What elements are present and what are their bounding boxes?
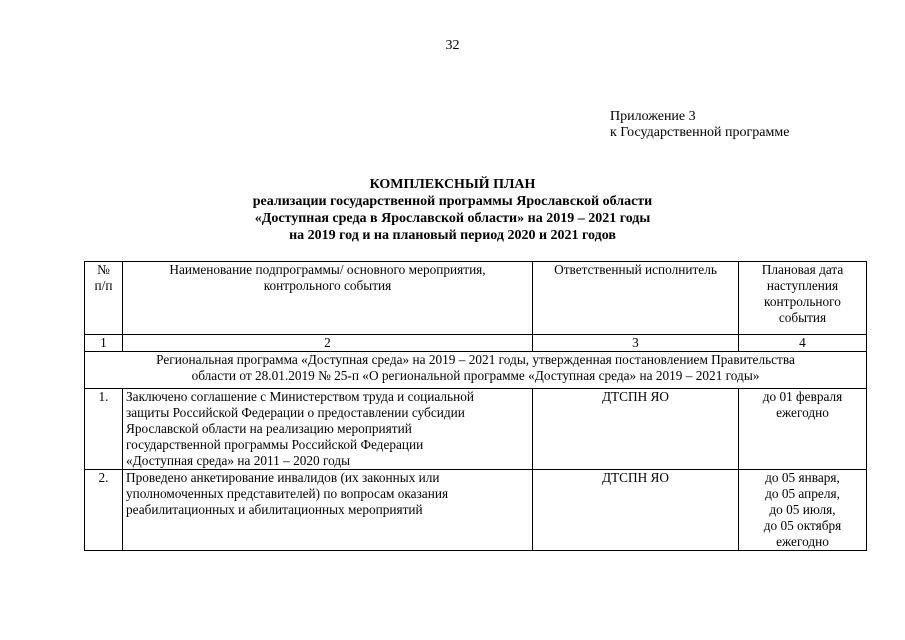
row-executor: ДТСПН ЯО	[533, 470, 739, 551]
plan-table	[84, 261, 867, 551]
row-date-line: до 05 октября	[763, 518, 842, 533]
row-number: 2.	[85, 470, 123, 551]
section-line-2: области от 28.01.2019 № 25-п «О региональной программе «Доступная среда» на 2019 – 2021 годы»	[191, 368, 760, 383]
section-line-1: Региональная программа «Доступная среда» на 2019 – 2021 годы, утвержденная постановлением Правительства	[156, 352, 795, 367]
column-number: 1	[85, 335, 123, 352]
section-heading	[85, 352, 867, 389]
row-date	[739, 470, 867, 551]
appendix-line-2: к Государственной программе	[610, 125, 790, 140]
row-name-line: Проведено анкетирование инвалидов (их законных или	[126, 470, 440, 485]
column-number: 4	[739, 335, 867, 352]
title-line-4: на 2019 год и на плановый период 2020 и 2021 годов	[289, 228, 616, 243]
row-executor: ДТСПН ЯО	[533, 389, 739, 470]
section-row	[85, 352, 867, 389]
header-date-line: наступления	[766, 278, 839, 293]
header-name	[123, 262, 533, 335]
row-name-line: уполномоченных представителей) по вопросам оказания	[126, 486, 449, 501]
title-line-1: КОМПЛЕКСНЫЙ ПЛАН	[369, 177, 536, 192]
row-date-line: до 05 января,	[765, 470, 840, 485]
table-row	[85, 470, 867, 551]
document-title	[0, 176, 905, 244]
row-date	[739, 389, 867, 470]
row-name-line: защиты Российской Федерации о предоставлении субсидии	[126, 405, 465, 420]
row-date-line: до 05 апреля,	[765, 486, 840, 501]
row-date-line: до 05 июля,	[769, 502, 836, 517]
row-date-line: ежегодно	[776, 534, 829, 549]
header-name-line: контрольного события	[263, 278, 392, 293]
header-name-line: Наименование подпрограммы/ основного мероприятия,	[169, 262, 486, 277]
column-number: 2	[123, 335, 533, 352]
header-number	[85, 262, 123, 335]
row-name-line: государственной программы Российской Федерации	[126, 437, 424, 452]
row-name-line: реабилитационных и абилитационных мероприятий	[126, 502, 423, 517]
row-name-line: «Доступная среда» на 2011 – 2020 годы	[126, 453, 351, 468]
row-name-line: Заключено соглашение с Министерством труда и социальной	[126, 389, 474, 404]
table-row	[85, 389, 867, 470]
title-line-3: «Доступная среда в Ярославской области» на 2019 – 2021 годы	[254, 211, 651, 226]
page-number: 32	[445, 38, 460, 53]
column-number: 3	[533, 335, 739, 352]
header-number-line: п/п	[94, 278, 113, 293]
row-name	[123, 470, 533, 551]
header-number-line: №	[97, 262, 110, 277]
header-executor	[533, 262, 739, 335]
row-date-line: до 01 февраля	[762, 389, 843, 404]
appendix-note	[610, 109, 789, 141]
row-name-line: Ярославской области на реализацию мероприятий	[126, 421, 412, 436]
title-line-2: реализации государственной программы Ярославской области	[252, 194, 653, 209]
header-date	[739, 262, 867, 335]
appendix-line-1: Приложение 3	[610, 109, 696, 124]
row-date-line: ежегодно	[776, 405, 829, 420]
header-date-line: события	[778, 310, 827, 325]
table-header-row	[85, 262, 867, 335]
row-name	[123, 389, 533, 470]
header-date-line: Плановая дата	[761, 262, 844, 277]
header-date-line: контрольного	[764, 294, 841, 309]
row-number: 1.	[85, 389, 123, 470]
column-number-row	[85, 335, 867, 352]
header-executor-line: Ответственный исполнитель	[554, 262, 717, 277]
